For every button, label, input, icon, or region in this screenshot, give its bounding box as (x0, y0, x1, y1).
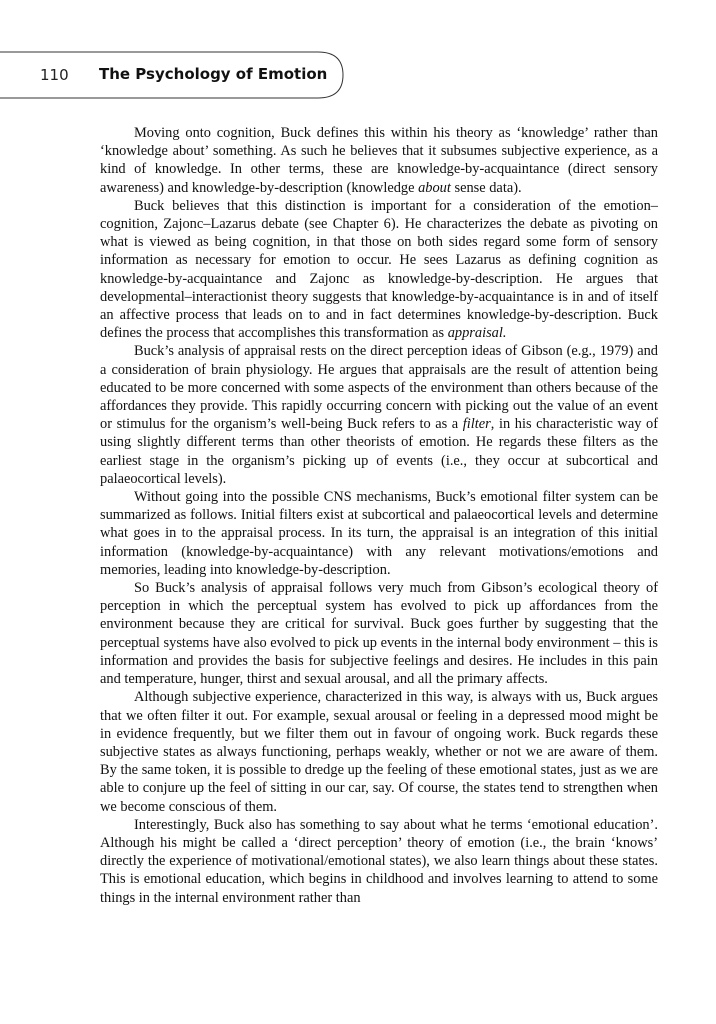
paragraph: Moving onto cognition, Buck defines this within his theory as ‘knowledge’ rather than ‘knowledge about’ something. As such he believes that it subsumes subjective experience, as a kind of knowledge. In other terms, these are knowledge-by-acquaintance (direct sensory awareness) and knowledge-by-description (knowledge about sense data). (100, 125, 658, 196)
page-number: 110 (40, 66, 69, 84)
paragraph: Buck’s analysis of appraisal rests on the direct perception ideas of Gibson (e.g., 1979) and a consideration of brain physiology. He argues that appraisals are the result of attention being educated to be more concerned with some aspects of the environment than others because of the affordances they provide. This rapidly occurring concern with picking out the value of an event or stimulus for the organism’s well-being Buck refers to as a filter, in his characteristic way of using slightly different terms than other theorists of emotion. He regards these filters as the earliest stage in the organism’s picking up of events (i.e., they occur at subcortical and palaeocortical levels). (100, 343, 658, 487)
paragraph: Buck believes that this distinction is important for a consideration of the emotion–cognition, Zajonc–Lazarus debate (see Chapter 6). He characterizes the debate as pivoting on what is viewed as being cognition, in that those on both sides regard some form of sensory information as necessary for emotion to occur. He sees Lazarus as defining cognition as knowledge-by-acquaintance and Zajonc as knowledge-by-description. He argues that developmental–interactionist theory suggests that knowledge-by-acquaintance is in and of itself an affective process that leads on to and in fact determines knowledge-by-description. Buck defines the process that accomplishes this transformation as appraisal. (100, 197, 658, 342)
paragraph: Although subjective experience, characterized in this way, is always with us, Buck argues that we often filter it out. For example, sexual arousal or feeling in a depressed mood might be in evidence frequently, but we filter them out in favour of ongoing work. Buck regards these subjective states as always functioning, perhaps weakly, whether or not we are aware of them. By the same token, it is possible to dredge up the feeling of these emotional states, just as we are able to conjure up the feel of sitting in our car, say. Of course, the states tend to strengthen when we become conscious of them. (100, 689, 658, 815)
paragraph: Interestingly, Buck also has something to say about what he terms ‘emotional education’. Although his might be called a ‘direct perception’ theory of emotion (i.e., the brain ‘knows’ directly the experience of motivational/emotional states), we also learn things about these states. This is emotional education, which begins in childhood and involves learning to attend to some things in the internal environment rather than (100, 816, 658, 906)
body-text (100, 124, 658, 907)
paragraph: So Buck’s analysis of appraisal follows very much from Gibson’s ecological theory of perception in which the perceptual system has evolved to pick up affordances from the environment because they are critical for survival. Buck goes further by suggesting that the perceptual systems have also evolved to pick up events in the internal body environment – this is information and provides the basis for subjective feelings and desires. He includes in this pain and temperature, hunger, thirst and sexual arousal, and all the primary affects. (100, 580, 658, 688)
paragraph: Without going into the possible CNS mechanisms, Buck’s emotional filter system can be summarized as follows. Initial filters exist at subcortical and palaeocortical levels and determine what goes in to the appraisal process. In its turn, the appraisal is an integration of this initial information (knowledge-by-acquaintance) with any relevant motivations/emotions and memories, leading into knowledge-by-description. (100, 489, 658, 578)
running-head (0, 50, 716, 100)
running-title: The Psychology of Emotion (99, 65, 328, 83)
